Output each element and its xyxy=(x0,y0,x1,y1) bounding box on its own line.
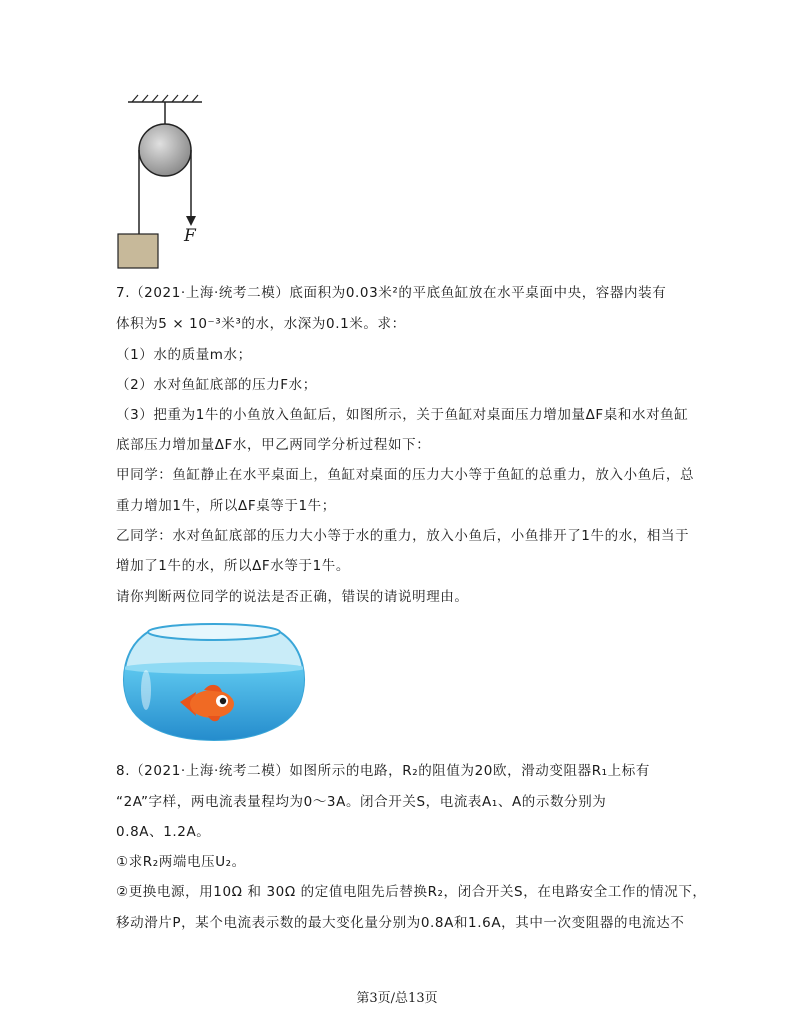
ceiling-hatch xyxy=(128,95,202,102)
force-label: F xyxy=(184,226,196,246)
q8-line-6: 移动滑片P，某个电流表示数的最大变化量分别为0.8A和1.6A，其中一次变阻器的电流达不 xyxy=(116,915,685,931)
water-surface xyxy=(122,662,306,674)
q7-line-2: 体积为5 × 10⁻³米³的水，水深为0.1米。求： xyxy=(116,316,406,332)
q7-line-6: 底部压力增加量ΔF水，甲乙两同学分析过程如下： xyxy=(116,437,431,453)
pulley-diagram xyxy=(110,92,220,274)
q7-line-4: （2）水对鱼缸底部的压力F水； xyxy=(116,377,317,393)
q7-line-10: 增加了1牛的水，所以ΔF水等于1牛。 xyxy=(116,558,350,574)
force-arrow-head xyxy=(186,216,196,226)
bowl-highlight xyxy=(141,670,151,710)
q8-line-5: ②更换电源，用10Ω 和 30Ω 的定值电阻先后替换R₂，闭合开关S，在电路安全工作的情况下， xyxy=(116,884,707,900)
q7-line-8: 重力增加1牛，所以ΔF桌等于1牛； xyxy=(116,498,336,514)
q8-line-2: “2A”字样，两电流表量程均为0～3A。闭合开关S，电流表A₁、A的示数分别为 xyxy=(116,794,607,810)
q7-line-5: （3）把重为1牛的小鱼放入鱼缸后，如图所示，关于鱼缸对桌面压力增加量ΔF桌和水对鱼缸 xyxy=(116,407,689,423)
q7-line-9: 乙同学：水对鱼缸底部的压力大小等于水的重力，放入小鱼后，小鱼排开了1牛的水，相当于 xyxy=(116,528,690,544)
bowl-rim xyxy=(148,624,280,640)
q7-line-3: （1）水的质量m水； xyxy=(116,347,252,363)
q8-line-1: 8.（2021·上海·统考二模）如图所示的电路，R₂的阻值为20欧，滑动变阻器R₁上标有 xyxy=(116,763,650,779)
pulley-wheel xyxy=(139,124,191,176)
fishbowl-illustration xyxy=(118,618,310,742)
q8-line-4: ①求R₂两端电压U₂。 xyxy=(116,854,246,870)
q7-line-11: 请你判断两位同学的说法是否正确，错误的请说明理由。 xyxy=(116,589,469,605)
q8-line-3: 0.8A、1.2A。 xyxy=(116,824,211,840)
hanging-block xyxy=(118,234,158,268)
q7-line-1: 7.（2021·上海·统考二模）底面积为0.03米²的平底鱼缸放在水平桌面中央，容器内装有 xyxy=(116,285,667,301)
q7-line-7: 甲同学：鱼缸静止在水平桌面上，鱼缸对桌面的压力大小等于鱼缸的总重力，放入小鱼后，总 xyxy=(116,467,695,483)
page-footer: 第3页/总13页 xyxy=(356,991,438,1006)
